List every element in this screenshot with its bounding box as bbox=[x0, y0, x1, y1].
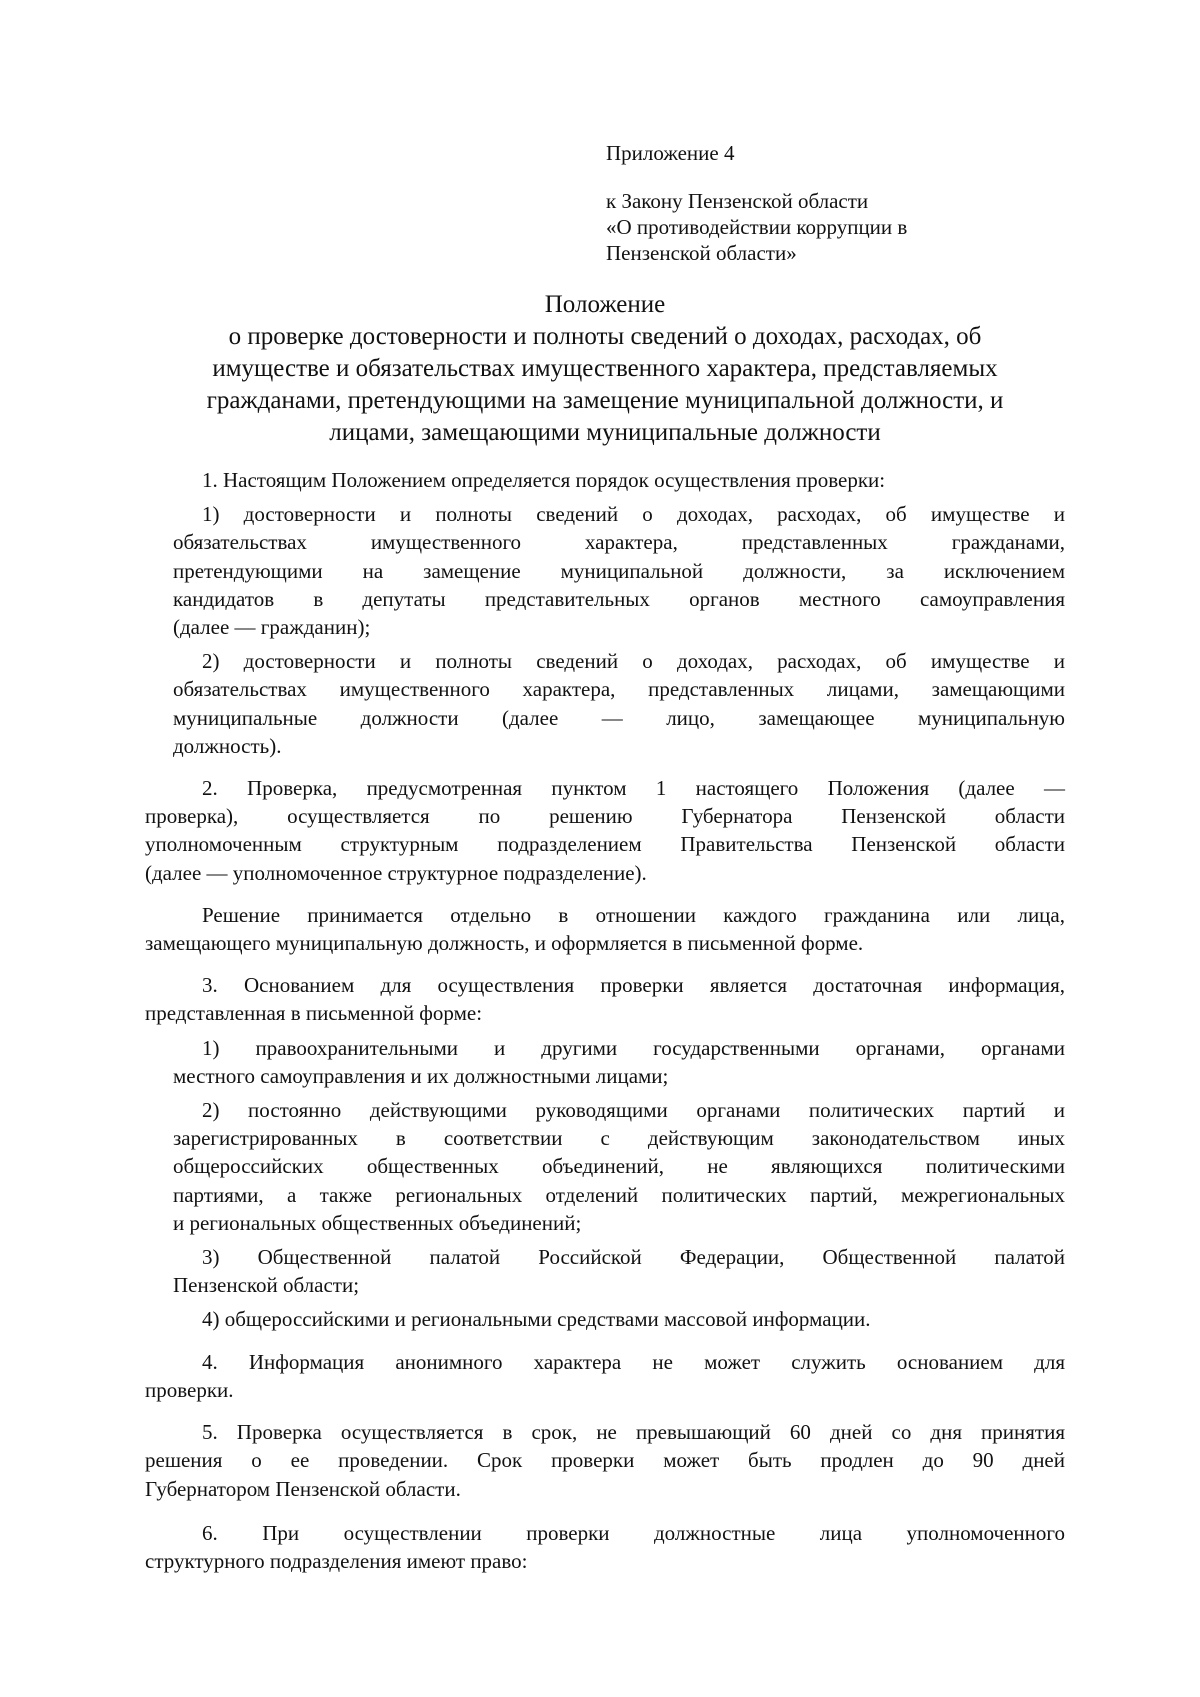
paragraph-line: Губернатором Пензенской области. bbox=[145, 1476, 461, 1501]
paragraph-line: должность). bbox=[173, 733, 282, 758]
title-heading: Положение bbox=[544, 291, 666, 318]
paragraph-line: 2) достоверности и полноты сведений о доходах, расходах, об имуществе и bbox=[202, 649, 1065, 674]
title-line-2: имуществе и обязательствах имущественного характера, представляемых bbox=[212, 355, 998, 382]
paragraph-line: зарегистрированных в соответствии с действующим законодательством иных bbox=[173, 1126, 1065, 1151]
paragraph-1 bbox=[145, 466, 1065, 494]
paragraph-line: Пензенской области; bbox=[173, 1273, 360, 1298]
paragraph-line: общероссийских общественных объединений, не являющихся политическими bbox=[173, 1154, 1065, 1179]
appendix-law-line-3: Пензенской области» bbox=[606, 241, 797, 265]
paragraph-line: проверка), осуществляется по решению Губернатора Пензенской области bbox=[145, 804, 1065, 829]
appendix-number: Приложение 4 bbox=[606, 141, 735, 165]
paragraph-line: партиями, а также региональных отделений политических партий, межрегиональных bbox=[173, 1182, 1065, 1207]
document-body bbox=[145, 466, 1065, 1575]
paragraph-line: 1) правоохранительными и другими государственными органами, органами bbox=[202, 1035, 1065, 1060]
paragraph-1-item-2 bbox=[173, 647, 1065, 760]
paragraph-3-item-4 bbox=[173, 1305, 1065, 1333]
paragraph-line: 3) Общественной палатой Российской Федерации, Общественной палатой bbox=[202, 1245, 1065, 1270]
paragraph-line: структурного подразделения имеют право: bbox=[145, 1548, 528, 1573]
paragraph-line: замещающего муниципальную должность, и оформляется в письменной форме. bbox=[145, 931, 864, 956]
paragraph-1-item-1 bbox=[173, 500, 1065, 641]
paragraph-2-decision bbox=[145, 901, 1065, 957]
title-line-4: лицами, замещающими муниципальные должности bbox=[329, 419, 881, 446]
paragraph-line: 4. Информация анонимного характера не может служить основанием для bbox=[202, 1349, 1065, 1374]
paragraph-line: Решение принимается отдельно в отношении каждого гражданина или лица, bbox=[202, 902, 1065, 927]
paragraph-3-item-3 bbox=[173, 1243, 1065, 1299]
paragraph-line: 6. При осуществлении проверки должностные лица уполномоченного bbox=[202, 1520, 1065, 1545]
paragraph-line: кандидатов в депутаты представительных органов местного самоуправления bbox=[173, 586, 1065, 611]
paragraph-line: уполномоченным структурным подразделением Правительства Пензенской области bbox=[145, 832, 1065, 857]
paragraph-5 bbox=[145, 1418, 1065, 1503]
appendix-header bbox=[606, 140, 1066, 266]
paragraph-line: местного самоуправления и их должностными лицами; bbox=[173, 1063, 669, 1088]
paragraph-line: муниципальные должности (далее — лицо, замещающее муниципальную bbox=[173, 705, 1065, 730]
paragraph-3-item-1 bbox=[173, 1034, 1065, 1090]
paragraph-line: обязательствах имущественного характера, представленных гражданами, bbox=[173, 530, 1065, 555]
document-title bbox=[145, 289, 1065, 449]
appendix-law-line-1: к Закону Пензенской области bbox=[606, 189, 869, 213]
paragraph-line: 3. Основанием для осуществления проверки является достаточная информация, bbox=[202, 973, 1065, 998]
paragraph-line: и региональных общественных объединений; bbox=[173, 1210, 582, 1235]
paragraph-line: 5. Проверка осуществляется в срок, не превышающий 60 дней со дня принятия bbox=[202, 1420, 1065, 1445]
paragraph-line: проверки. bbox=[145, 1377, 234, 1402]
title-line-1: о проверке достоверности и полноты сведений о доходах, расходах, об bbox=[228, 323, 982, 350]
paragraph-6 bbox=[145, 1519, 1065, 1575]
title-line-3: гражданами, претендующими на замещение муниципальной должности, и bbox=[206, 387, 1004, 414]
paragraph-2 bbox=[145, 774, 1065, 887]
paragraph-line: обязательствах имущественного характера, представленных лицами, замещающими bbox=[173, 677, 1065, 702]
paragraph-3 bbox=[145, 971, 1065, 1027]
paragraph-line: (далее — гражданин); bbox=[173, 615, 371, 640]
paragraph-4 bbox=[145, 1348, 1065, 1404]
paragraph-line: 2) постоянно действующими руководящими органами политических партий и bbox=[202, 1098, 1065, 1123]
paragraph-line: претендующими на замещение муниципальной должности, за исключением bbox=[173, 558, 1065, 583]
paragraph-line: 1. Настоящим Положением определяется порядок осуществления проверки: bbox=[202, 468, 886, 492]
paragraph-line: 4) общероссийскими и региональными средствами массовой информации. bbox=[202, 1307, 871, 1332]
appendix-law-line-2: «О противодействии коррупции в bbox=[606, 215, 908, 239]
paragraph-line: решения о ее проведении. Срок проверки может быть продлен до 90 дней bbox=[145, 1448, 1065, 1473]
paragraph-3-item-2 bbox=[173, 1096, 1065, 1237]
paragraph-line: представленная в письменной форме: bbox=[145, 1001, 483, 1026]
paragraph-line: 2. Проверка, предусмотренная пунктом 1 настоящего Положения (далее — bbox=[202, 776, 1065, 801]
paragraph-line: 1) достоверности и полноты сведений о доходах, расходах, об имуществе и bbox=[202, 502, 1065, 527]
paragraph-line: (далее — уполномоченное структурное подразделение). bbox=[145, 860, 647, 885]
